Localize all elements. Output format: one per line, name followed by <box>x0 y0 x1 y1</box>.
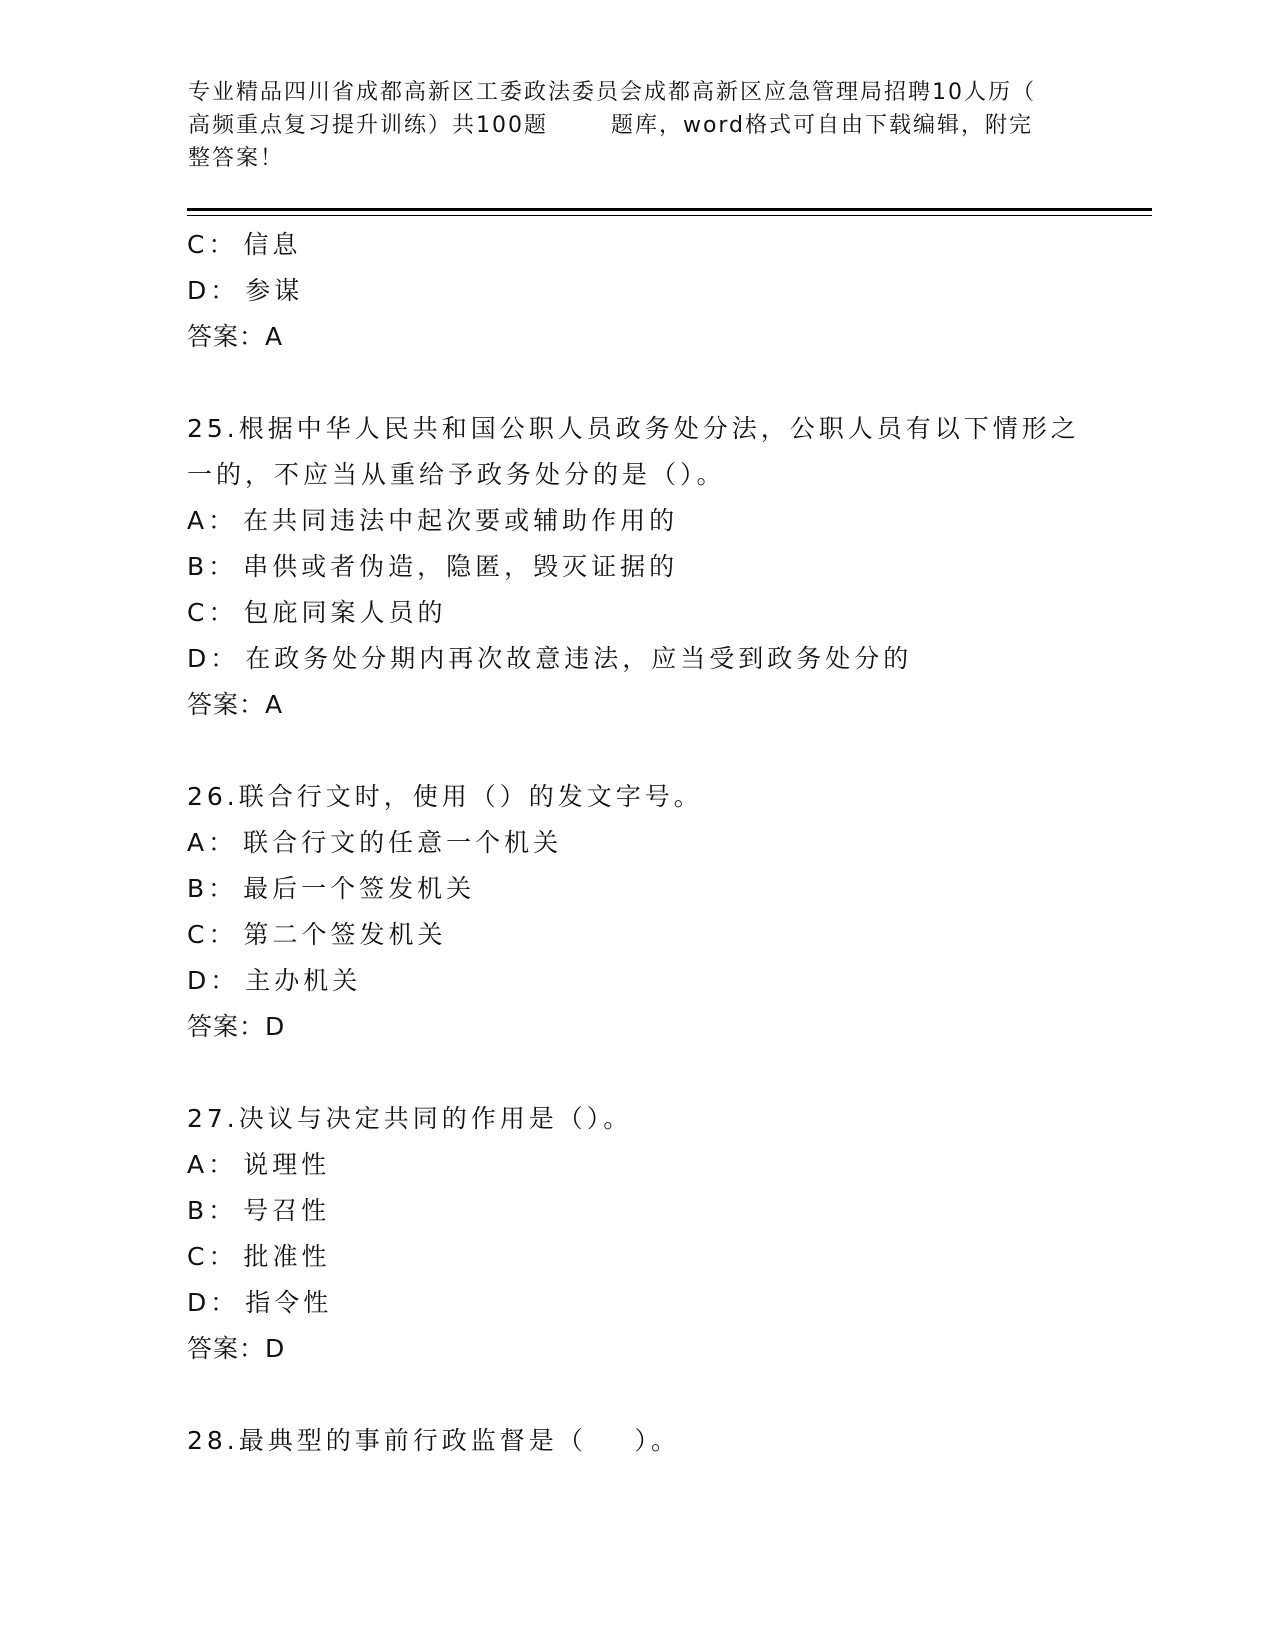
option-row <box>187 636 1107 682</box>
option-text: 最后一个签发机关 <box>243 874 476 903</box>
option-row <box>187 590 1107 636</box>
option-text: 包庇同案人员的 <box>243 598 447 627</box>
option-row <box>187 1188 1107 1234</box>
question-text: 28.最典型的事前行政监督是（ ）。 <box>187 1426 681 1455</box>
spacer <box>187 1050 1107 1096</box>
option-row <box>187 222 1107 268</box>
option-row <box>187 958 1107 1004</box>
answer-line: 答案：A <box>187 322 284 351</box>
header-divider-thin <box>187 215 1152 216</box>
option-text: 指令性 <box>245 1288 333 1317</box>
option-text: 在共同违法中起次要或辅助作用的 <box>243 506 679 535</box>
option-key: A： <box>187 506 238 535</box>
answer-line: 答案：D <box>187 1012 286 1041</box>
option-key: C： <box>187 230 238 259</box>
option-row <box>187 268 1107 314</box>
spacer <box>187 728 1107 774</box>
option-row <box>187 820 1107 866</box>
option-row <box>187 544 1107 590</box>
option-text: 在政务处分期内再次故意违法，应当受到政务处分的 <box>245 644 913 673</box>
option-text: 说理性 <box>243 1150 331 1179</box>
option-row <box>187 1142 1107 1188</box>
option-text: 串供或者伪造，隐匿，毁灭证据的 <box>243 552 679 581</box>
option-text: 批准性 <box>243 1242 331 1271</box>
option-text: 号召性 <box>243 1196 331 1225</box>
option-key: B： <box>187 552 238 581</box>
option-key: C： <box>187 1242 238 1271</box>
question-list <box>187 222 1107 1464</box>
option-row <box>187 912 1107 958</box>
spacer <box>187 360 1107 406</box>
option-row <box>187 1234 1107 1280</box>
option-key: B： <box>187 874 238 903</box>
option-row <box>187 498 1107 544</box>
question-text: 25.根据中华人民共和国公职人员政务处分法，公职人员有以下情形之 <box>187 414 1080 443</box>
option-row <box>187 866 1107 912</box>
option-key: C： <box>187 920 238 949</box>
option-key: D： <box>187 966 240 995</box>
option-key: D： <box>187 1288 240 1317</box>
option-key: A： <box>187 828 238 857</box>
option-key: B： <box>187 1196 238 1225</box>
option-text: 联合行文的任意一个机关 <box>243 828 563 857</box>
option-key: D： <box>187 276 240 305</box>
option-text: 参谋 <box>245 276 304 305</box>
option-key: A： <box>187 1150 238 1179</box>
question-text: 26.联合行文时，使用（）的发文字号。 <box>187 782 703 811</box>
option-text: 主办机关 <box>245 966 362 995</box>
header-line: 专业精品四川省成都高新区工委政法委员会成都高新区应急管理局招聘10人历（ <box>188 80 1036 105</box>
spacer <box>187 1372 1107 1418</box>
question-text: 27.决议与决定共同的作用是（）。 <box>187 1104 633 1133</box>
answer-line: 答案：D <box>187 1334 286 1363</box>
header-divider <box>187 208 1152 211</box>
option-text: 信息 <box>243 230 302 259</box>
option-text: 第二个签发机关 <box>243 920 447 949</box>
answer-line: 答案：A <box>187 690 284 719</box>
header-line: 高频重点复习提升训练）共100题 题库，word格式可自由下载编辑，附完 <box>188 113 1034 138</box>
header-line: 整答案！ <box>188 146 285 171</box>
document-header <box>188 76 1068 175</box>
option-key: C： <box>187 598 238 627</box>
option-key: D： <box>187 644 240 673</box>
question-text: 一的，不应当从重给予政务处分的是（）。 <box>187 460 726 489</box>
option-row <box>187 1280 1107 1326</box>
